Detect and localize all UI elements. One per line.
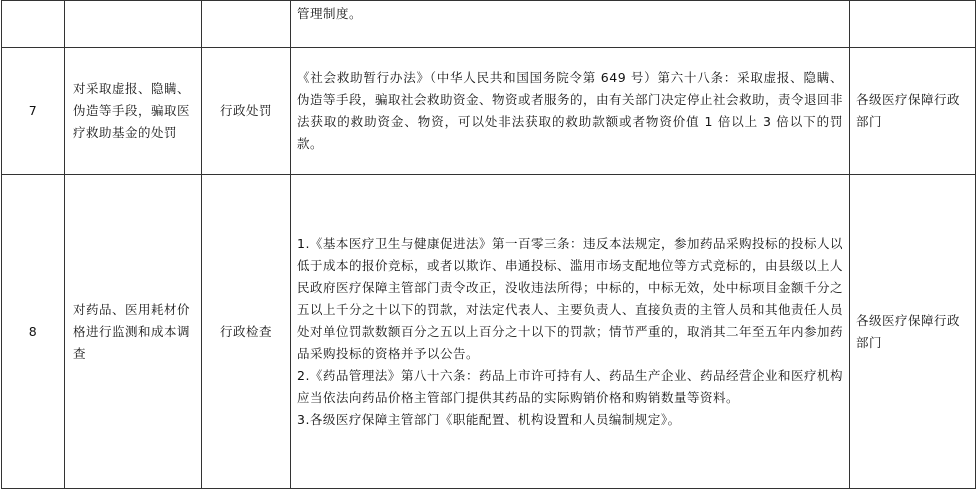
legal-basis <box>291 48 850 175</box>
rules-table <box>1 0 976 489</box>
row-number: 8 <box>2 175 65 489</box>
basis-paragraph: 《社会救助暂行办法》（中华人民共和国国务院令第 649 号）第六十八条：采取虚报、隐瞒、伪造等手段，骗取社会救助资金、物资或者服务的，由有关部门决定停止社会救助，责令退回非法获取的救助资金、物资，可以处非法获取的救助款额或者物资价值 1 倍以上 3 倍以下的罚款。 <box>297 70 844 151</box>
responsible-dept: 各级医疗保障行政部门 <box>850 48 976 175</box>
basis-paragraph: 3.各级医疗保障主管部门《职能配置、机构设置和人员编制规定》。 <box>297 411 681 427</box>
item-type: 行政处罚 <box>202 48 291 175</box>
item-type <box>202 1 291 48</box>
basis-paragraph: 1.《基本医疗卫生与健康促进法》第一百零三条：违反本法规定，参加药品采购投标的投标人以低于成本的报价竞标，或者以欺诈、串通投标、滥用市场支配地位等方式竞标的，由县级以上人民政府医疗保障主管部门责令改正，没收违法所得；中标的，中标无效，处中标项目金额千分之五以上千分之十以下的罚款，对法定代表人、主要负责人、直接负责的主管人员和其他责任人员处对单位罚款数额百分之五以上百分之十以下的罚款；情节严重的，取消其二年至五年内参加药品采购投标的资格并予以公告。 <box>297 235 844 361</box>
basis-paragraph: 管理制度。 <box>297 6 363 21</box>
table-row <box>2 48 976 175</box>
item-name <box>65 1 202 48</box>
legal-basis <box>291 1 850 48</box>
responsible-dept <box>850 1 976 48</box>
item-type: 行政检查 <box>202 175 291 489</box>
basis-paragraph: 2.《药品管理法》第八十六条：药品上市许可持有人、药品生产企业、药品经营企业和医疗机构应当依法向药品价格主管部门提供其药品的实际购销价格和购销数量等资料。 <box>297 367 843 405</box>
legal-basis <box>291 175 850 489</box>
table-row <box>2 1 976 48</box>
table-row <box>2 175 976 489</box>
item-name: 对药品、医用耗材价格进行监测和成本调查 <box>65 175 202 489</box>
row-number <box>2 1 65 48</box>
row-number: 7 <box>2 48 65 175</box>
responsible-dept: 各级医疗保障行政部门 <box>850 175 976 489</box>
item-name: 对采取虚报、隐瞒、伪造等手段，骗取医疗救助基金的处罚 <box>65 48 202 175</box>
